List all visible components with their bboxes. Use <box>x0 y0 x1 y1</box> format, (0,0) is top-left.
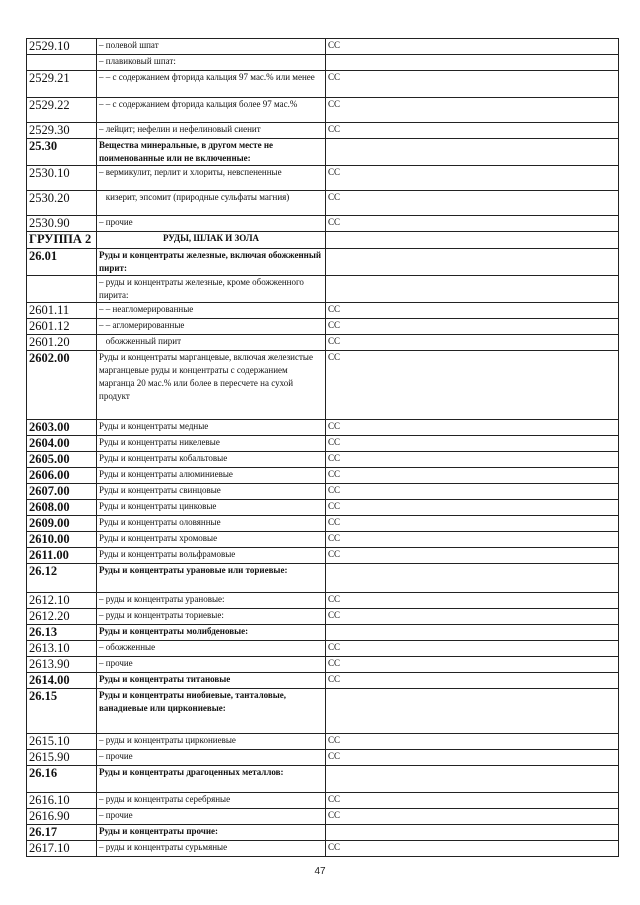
description-cell: Руды и концентраты титановые <box>97 673 326 689</box>
document-type-cell: СС <box>326 468 619 484</box>
document-type-cell: СС <box>326 335 619 351</box>
document-type-cell: СС <box>326 351 619 420</box>
description-cell: Руды и концентраты вольфрамовые <box>97 548 326 564</box>
document-type-cell: СС <box>326 841 619 857</box>
description-cell: – руды и концентраты серебряные <box>97 793 326 809</box>
code-cell: 2601.11 <box>27 303 97 319</box>
description-cell: – полевой шпат <box>97 39 326 55</box>
document-type-cell <box>326 249 619 276</box>
document-type-cell: СС <box>326 500 619 516</box>
code-cell: 2529.10 <box>27 39 97 55</box>
table-row <box>27 98 619 123</box>
table-row <box>27 351 619 420</box>
description-cell: Руды и концентраты медные <box>97 420 326 436</box>
code-cell: 2609.00 <box>27 516 97 532</box>
code-cell: 2530.90 <box>27 216 97 232</box>
description-cell: Руды и концентраты прочие: <box>97 825 326 841</box>
table-row <box>27 303 619 319</box>
document-type-cell: СС <box>326 420 619 436</box>
code-cell: 2529.22 <box>27 98 97 123</box>
code-cell: 2613.10 <box>27 641 97 657</box>
table-row <box>27 276 619 303</box>
description-cell: Руды и концентраты алюминиевые <box>97 468 326 484</box>
table-row <box>27 841 619 857</box>
table-row <box>27 166 619 191</box>
table-row <box>27 191 619 216</box>
description-cell: – руды и концентраты железные, кроме обожженного пирита: <box>97 276 326 303</box>
description-cell: Руды и концентраты никелевые <box>97 436 326 452</box>
table-row <box>27 436 619 452</box>
document-type-cell: СС <box>326 750 619 766</box>
document-type-cell: СС <box>326 303 619 319</box>
description-cell: Руды и концентраты оловянные <box>97 516 326 532</box>
code-cell: 25.30 <box>27 139 97 166</box>
code-cell: 2606.00 <box>27 468 97 484</box>
document-type-cell <box>326 276 619 303</box>
table-row <box>27 516 619 532</box>
table-row <box>27 232 619 249</box>
description-cell: – – неагломерированные <box>97 303 326 319</box>
document-type-cell: СС <box>326 734 619 750</box>
table-row <box>27 249 619 276</box>
classification-table <box>26 38 619 857</box>
document-type-cell: СС <box>326 609 619 625</box>
description-cell: – лейцит; нефелин и нефелиновый сиенит <box>97 123 326 139</box>
table-row <box>27 825 619 841</box>
code-cell: 2616.10 <box>27 793 97 809</box>
table-row <box>27 420 619 436</box>
code-cell: 2529.30 <box>27 123 97 139</box>
description-cell: – прочие <box>97 750 326 766</box>
description-cell: – прочие <box>97 809 326 825</box>
description-cell: РУДЫ, ШЛАК И ЗОЛА <box>97 232 326 249</box>
table-row <box>27 609 619 625</box>
table-row <box>27 750 619 766</box>
table-row <box>27 71 619 98</box>
description-cell: Руды и концентраты кобальтовые <box>97 452 326 468</box>
classification-table-body <box>27 39 619 857</box>
table-row <box>27 500 619 516</box>
document-type-cell <box>326 55 619 71</box>
table-row <box>27 548 619 564</box>
table-row <box>27 564 619 593</box>
code-cell: 2615.90 <box>27 750 97 766</box>
description-cell: – руды и концентраты сурьмяные <box>97 841 326 857</box>
code-cell: 2613.90 <box>27 657 97 673</box>
document-type-cell: СС <box>326 793 619 809</box>
code-cell <box>27 276 97 303</box>
code-cell: 2616.90 <box>27 809 97 825</box>
description-cell: – руды и концентраты урановые: <box>97 593 326 609</box>
description-cell: – вермикулит, перлит и хлориты, невспененные <box>97 166 326 191</box>
table-row <box>27 766 619 793</box>
document-type-cell: СС <box>326 673 619 689</box>
description-cell: – плавиковый шпат: <box>97 55 326 71</box>
table-row <box>27 689 619 734</box>
code-cell: 2617.10 <box>27 841 97 857</box>
code-cell: 2614.00 <box>27 673 97 689</box>
document-type-cell: СС <box>326 123 619 139</box>
document-type-cell <box>326 689 619 734</box>
code-cell: 2615.10 <box>27 734 97 750</box>
description-cell: – руды и концентраты ториевые: <box>97 609 326 625</box>
code-cell: 26.16 <box>27 766 97 793</box>
code-cell: 2604.00 <box>27 436 97 452</box>
description-cell: Руды и концентраты свинцовые <box>97 484 326 500</box>
document-type-cell: СС <box>326 452 619 468</box>
description-cell: Руды и концентраты цинковые <box>97 500 326 516</box>
document-type-cell <box>326 232 619 249</box>
code-cell: 2607.00 <box>27 484 97 500</box>
description-cell: кизерит, эпсомит (природные сульфаты магния) <box>97 191 326 216</box>
table-row <box>27 139 619 166</box>
code-cell: 2605.00 <box>27 452 97 468</box>
code-cell: 2530.20 <box>27 191 97 216</box>
description-cell: – прочие <box>97 216 326 232</box>
document-type-cell <box>326 139 619 166</box>
code-cell: 2611.00 <box>27 548 97 564</box>
table-row <box>27 809 619 825</box>
code-cell: 2612.20 <box>27 609 97 625</box>
description-cell: – руды и концентраты циркониевые <box>97 734 326 750</box>
description-cell: Руды и концентраты ниобиевые, танталовые, ванадиевые или циркониевые: <box>97 689 326 734</box>
description-cell: Руды и концентраты марганцевые, включая железистые марганцевые руды и концентраты с содержанием марганца 20 мас.% или более в пересчете на сухой продукт <box>97 351 326 420</box>
table-row <box>27 484 619 500</box>
table-row <box>27 319 619 335</box>
table-row <box>27 39 619 55</box>
table-row <box>27 734 619 750</box>
document-type-cell: СС <box>326 216 619 232</box>
code-cell: 2529.21 <box>27 71 97 98</box>
table-row <box>27 641 619 657</box>
description-cell: – – агломерированные <box>97 319 326 335</box>
document-type-cell <box>326 625 619 641</box>
code-cell <box>27 55 97 71</box>
description-cell: Руды и концентраты железные, включая обожженный пирит: <box>97 249 326 276</box>
document-type-cell: СС <box>326 548 619 564</box>
description-cell: обожженный пирит <box>97 335 326 351</box>
table-row <box>27 657 619 673</box>
document-type-cell <box>326 825 619 841</box>
code-cell: 2603.00 <box>27 420 97 436</box>
table-row <box>27 216 619 232</box>
code-cell: 2612.10 <box>27 593 97 609</box>
table-row <box>27 673 619 689</box>
table-row <box>27 55 619 71</box>
description-cell: Руды и концентраты драгоценных металлов: <box>97 766 326 793</box>
table-row <box>27 335 619 351</box>
code-cell: 2610.00 <box>27 532 97 548</box>
description-cell: Вещества минеральные, в другом месте не поименованные или не включенные: <box>97 139 326 166</box>
description-cell: – обожженные <box>97 641 326 657</box>
table-row <box>27 593 619 609</box>
code-cell: 2530.10 <box>27 166 97 191</box>
document-type-cell <box>326 766 619 793</box>
document-type-cell: СС <box>326 641 619 657</box>
document-type-cell: СС <box>326 657 619 673</box>
document-type-cell: СС <box>326 593 619 609</box>
code-cell: 2602.00 <box>27 351 97 420</box>
description-cell: – прочие <box>97 657 326 673</box>
code-cell: ГРУППА 2 <box>27 232 97 249</box>
table-row <box>27 452 619 468</box>
document-type-cell: СС <box>326 436 619 452</box>
document-type-cell: СС <box>326 516 619 532</box>
document-type-cell: СС <box>326 484 619 500</box>
code-cell: 26.15 <box>27 689 97 734</box>
document-type-cell: СС <box>326 532 619 548</box>
description-cell: Руды и концентраты урановые или ториевые: <box>97 564 326 593</box>
table-row <box>27 123 619 139</box>
table-row <box>27 468 619 484</box>
document-type-cell: СС <box>326 166 619 191</box>
code-cell: 26.01 <box>27 249 97 276</box>
description-cell: – – с содержанием фторида кальция 97 мас.% или менее <box>97 71 326 98</box>
code-cell: 2601.12 <box>27 319 97 335</box>
document-type-cell <box>326 564 619 593</box>
description-cell: Руды и концентраты молибденовые: <box>97 625 326 641</box>
document-type-cell: СС <box>326 71 619 98</box>
code-cell: 26.13 <box>27 625 97 641</box>
document-type-cell: СС <box>326 319 619 335</box>
code-cell: 2608.00 <box>27 500 97 516</box>
description-cell: Руды и концентраты хромовые <box>97 532 326 548</box>
document-type-cell: СС <box>326 39 619 55</box>
table-row <box>27 532 619 548</box>
page-number: 47 <box>314 866 326 877</box>
document-type-cell: СС <box>326 191 619 216</box>
table-row <box>27 625 619 641</box>
document-type-cell: СС <box>326 98 619 123</box>
code-cell: 26.12 <box>27 564 97 593</box>
document-type-cell: СС <box>326 809 619 825</box>
code-cell: 26.17 <box>27 825 97 841</box>
description-cell: – – с содержанием фторида кальция более 97 мас.% <box>97 98 326 123</box>
table-row <box>27 793 619 809</box>
code-cell: 2601.20 <box>27 335 97 351</box>
